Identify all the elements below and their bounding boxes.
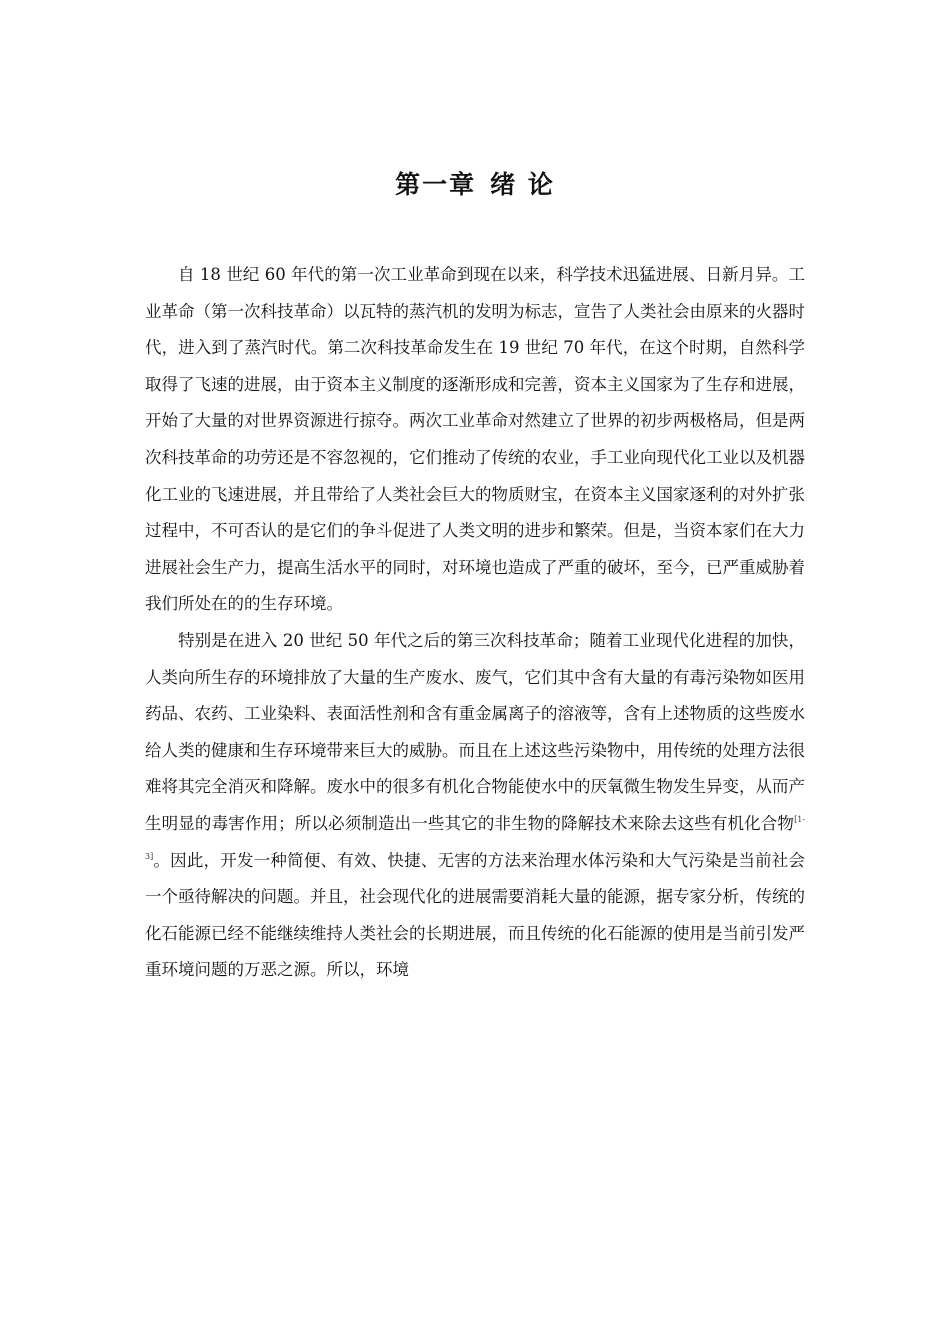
chapter-number: 第一章 xyxy=(395,170,477,199)
chapter-body xyxy=(145,257,805,989)
paragraph-2-text-after-citation: 。因此，开发一种简便、有效、快捷、无害的方法来治理水体污染和大气污染是当前社会一个亟待解决的问题。并且，社会现代化的进展需要消耗大量的能源，据专家分析，传统的化石能源已经不能继续维持人类社会的长期进展，而且传统的化石能源的使用是当前引发严重环境问题的万恶之源。所以，环境 xyxy=(145,850,805,980)
citation-reference: [1-3] xyxy=(145,814,805,861)
chapter-name: 绪 论 xyxy=(490,170,555,199)
paragraph-1: 自 18 世纪 60 年代的第一次工业革命到现在以来，科学技术迅猛进展、日新月异。工业革命（第一次科技革命）以瓦特的蒸汽机的发明为标志，宣告了人类社会由原来的火器时代，进入到了蒸汽时代。第二次科技革命发生在 19 世纪 70 年代，在这个时期，自然科学取得了飞速的进展，由于资本主义制度的逐渐形成和完善，资本主义国家为了生存和进展，开始了大量的对世界资源进行掠夺。两次工业革命对然建立了世界的初步两极格局，但是两次科技革命的功劳还是不容忽视的，它们推动了传统的农业，手工业向现代化工业以及机器化工业的飞速进展，并且带给了人类社会巨大的物质财宝，在资本主义国家逐利的对外扩张过程中，不可否认的是它们的争斗促进了人类文明的进步和繁荣。但是，当资本家们在大力进展社会生产力，提高生活水平的同时，对环境也造成了严重的破坏，至今，已严重威胁着我们所处在的的生存环境。 xyxy=(145,265,805,614)
chapter-title xyxy=(0,167,950,203)
paragraph-2-text-before-citation: 特别是在进入 20 世纪 50 年代之后的第三次科技革命；随着工业现代化进程的加快，人类向所生存的环境排放了大量的生产废水、废气，它们其中含有大量的有毒污染物如医用药品、农药、工业染料、表面活性剂和含有重金属离子的溶液等，含有上述物质的这些废水给人类的健康和生存环境带来巨大的威胁。而且在上述这些污染物中，用传统的处理方法很难将其完全消灭和降解。废水中的很多有机化合物能使水中的厌氧微生物发生异变，从而产生明显的毒害作用；所以必须制造出一些其它的非生物的降解技术来除去这些有机化合物 xyxy=(145,630,805,833)
paragraph-2 xyxy=(145,623,805,989)
